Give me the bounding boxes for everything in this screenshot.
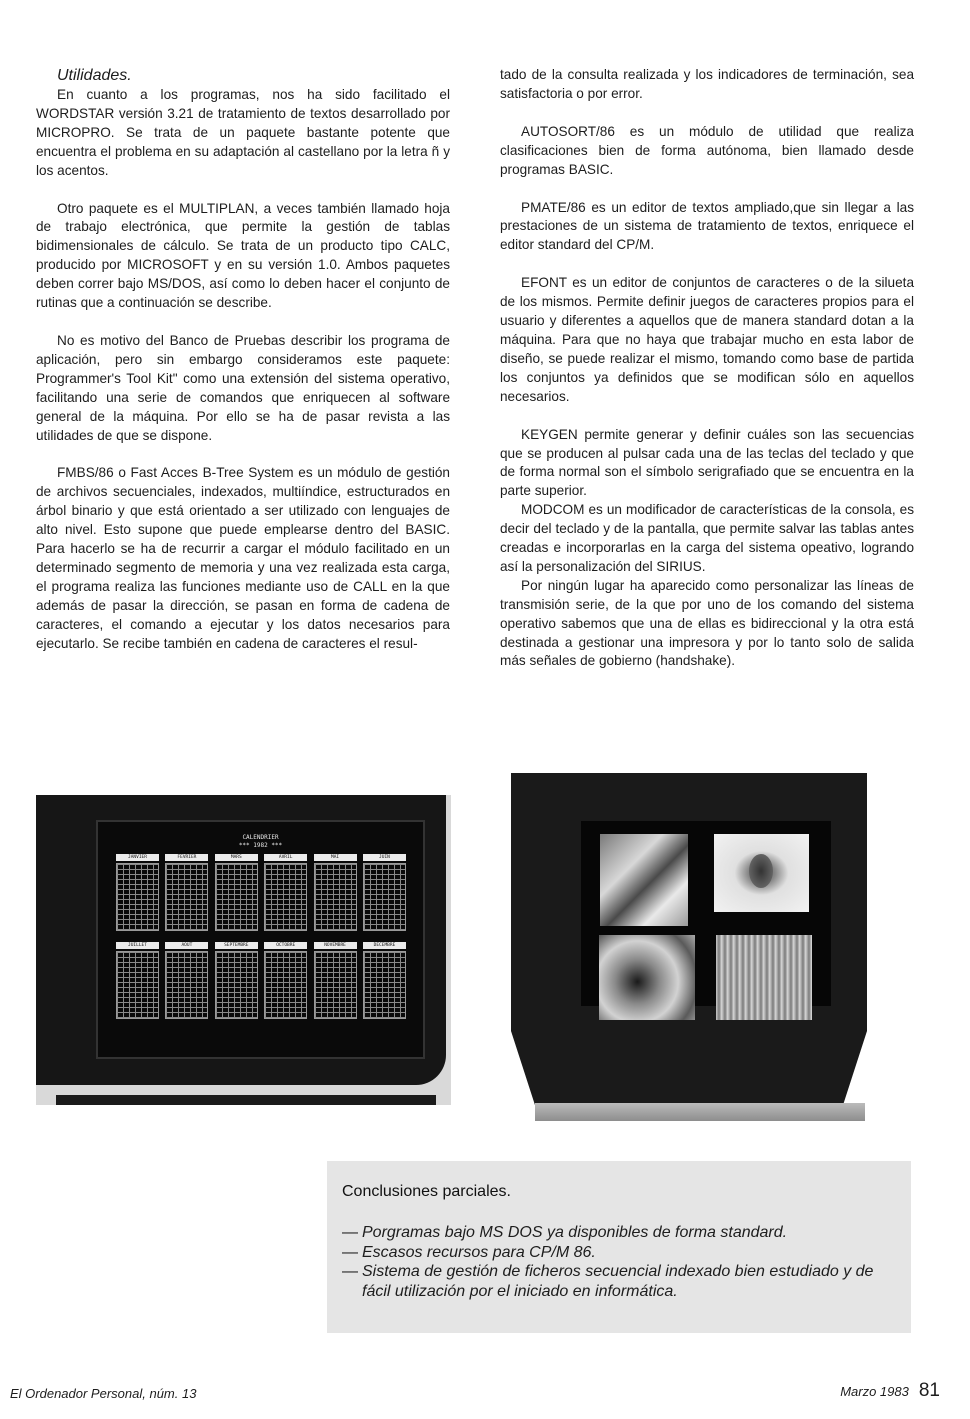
month-name: DECEMBRE xyxy=(363,942,406,949)
paragraph-modcom: MODCOM es un modificador de características de la consola, es decir del teclado y de la pantalla, que permite salvar las tablas antes creadas e incorporarlas en la carga del sistema opeativo, logrando así la personalización del SIRIUS. xyxy=(500,502,914,574)
conclusions-title: Conclusiones parciales. xyxy=(342,1183,511,1200)
month-name: JUILLET xyxy=(116,942,159,949)
left-column xyxy=(36,66,450,653)
month-name: OCTOBRE xyxy=(264,942,307,949)
paragraph-pmate: PMATE/86 es un editor de textos ampliado,que sin llegar a las prestaciones de un sistema de tratamiento de textos, enriquece el editor standard del CP/M. xyxy=(500,199,914,253)
month-grid xyxy=(264,951,307,1019)
calendar-row-1 xyxy=(116,854,406,931)
calendar-month xyxy=(264,942,307,1019)
conclusions-list xyxy=(342,1223,902,1301)
calendar-month xyxy=(215,854,258,931)
list-item: — Sistema de gestión de ficheros secuencial indexado bien estudiado y de fácil utilización por el iniciado en informática. xyxy=(342,1262,902,1301)
paragraph-efont: EFONT es un editor de conjuntos de caracteres o de la silueta de los mismos. Permite definir juegos de caracteres propios para el usuario y diferentes a aquellos que de manera standard dotan a la máquina. Para que no haya que trabajar mucho en esta labor de diseño, se puede realizar el mismo, tomando como base de partida los conjuntos ya definidos que se modifican sólo en aquellos necesarios. xyxy=(500,275,914,404)
paragraph-wordstar: En cuanto a los programas, nos ha sido facilitado el WORDSTAR versión 3.21 de tratamiento de textos desarrollado por MICROPRO. Se trata de un paquete bastante potente que encuentra el problema en su adaptación al castellano por la letra ñ y los acentos. xyxy=(36,87,450,178)
paragraph-keygen: KEYGEN permite generar y definir cuáles son las secuencias que se producen al pulsar cada una de las teclas del teclado y que de forma normal son el símbolo serigrafiado que se encuentra en la parte superior. xyxy=(500,426,914,499)
calendar-title xyxy=(98,834,423,850)
calendar-month xyxy=(165,854,208,931)
screen-image-astronaut xyxy=(600,834,688,926)
calendar-month xyxy=(264,854,307,931)
paragraph-serial-lines: Por ningún lugar ha aparecido como personalizar las líneas de transmisión serie, de la que por uno de los comando del sistema operativo sabemos que una de ellas es bidireccional y la otra está destinada a gestionar una impresora y por lo tanto solo de salida más señales de gobierno (handshake). xyxy=(500,577,914,669)
month-grid xyxy=(363,863,406,931)
month-name: NOVEMBRE xyxy=(314,942,357,949)
image-screen xyxy=(581,821,831,1006)
screen-image-animal xyxy=(599,935,695,1020)
month-grid xyxy=(116,951,159,1019)
month-name: MARS xyxy=(215,854,258,861)
calendar-month xyxy=(165,942,208,1019)
calendar-month xyxy=(314,854,357,931)
footer-publication: El Ordenador Personal, núm. 13 xyxy=(10,1386,197,1401)
monitor-base xyxy=(56,1095,436,1105)
month-grid xyxy=(314,951,357,1019)
image-monitor-photo xyxy=(511,773,867,1121)
calendar-title-text: CALENDRIER xyxy=(242,834,279,841)
month-name: JANVIER xyxy=(116,854,159,861)
paragraph-toolkit: No es motivo del Banco de Pruebas describir los programa de aplicación, pero sin embargo consideramos este paquete: Programmer's Tool Kit" como una extensión del sistema operativo, facilitando una serie de comandos que enriquecen al software general de la máquina. Por ello se ha de pasar revista a las utilidades de que se dispone. xyxy=(36,332,450,443)
paragraph-fmbs: FMBS/86 o Fast Acces B-Tree System es un módulo de gestión de archivos secuenciales, indexados, multiíndice, estructurados en árbol binario y que está orientado a ser utilizado con lenguajes de alto nivel. Esto supone que puede emplearse dentro del BASIC. Para hacerlo se ha de recurrir a cargar el módulo facilitado en un determinado segmento de memoria y una vez realizada esta carga, el programa realiza las funciones mediante uso de CALL en la que además de pasar la dirección, se pasan en forma de cadena de caracteres, el comando a ejecutar y los datos necesarios para ejecutarlo. Se recibe también en cadena de caracteres el resul- xyxy=(36,465,450,651)
month-name: FEVRIER xyxy=(165,854,208,861)
footer-date: Marzo 1983 xyxy=(840,1384,909,1399)
paragraph-multiplan: Otro paquete es el MULTIPLAN, a veces también llamado hoja de trabajo electrónica, que permite la gestión de tablas bidimensionales de cálculo. Se trata de un producto tipo CALC, producido por MICROSOFT y en su versión 1.0. Ambos paquetes deben correr bajo MS/DOS, así como lo deben hacer el conjunto de rutinas que a continuación se describe. xyxy=(36,200,450,311)
month-grid xyxy=(314,863,357,931)
calendar-month xyxy=(215,942,258,1019)
paragraph-autosort: AUTOSORT/86 es un módulo de utilidad que realiza clasificaciones bien de forma autónoma, bien llamado desde programas BASIC. xyxy=(500,123,914,177)
screen-image-face xyxy=(716,935,812,1020)
month-grid xyxy=(264,863,307,931)
calendar-year: *** 1982 *** xyxy=(238,842,283,849)
page-number: 81 xyxy=(918,1380,940,1401)
calendar-month xyxy=(314,942,357,1019)
calendar-month xyxy=(116,854,159,931)
month-name: AVRIL xyxy=(264,854,307,861)
month-name: AOUT xyxy=(165,942,208,949)
banknote-portrait xyxy=(749,854,773,888)
monitor-stand xyxy=(535,1103,865,1121)
month-name: MAI xyxy=(314,854,357,861)
screen-image-banknote xyxy=(714,834,809,912)
calendar-row-2 xyxy=(116,942,406,1019)
conclusions-box xyxy=(327,1161,911,1333)
month-grid xyxy=(215,863,258,931)
month-grid xyxy=(215,951,258,1019)
month-name: JUIN xyxy=(363,854,406,861)
paragraph-continuation: tado de la consulta realizada y los indicadores de terminación, sea satisfactoria o por error. xyxy=(500,67,914,101)
month-grid xyxy=(165,951,208,1019)
month-name: SEPTEMBRE xyxy=(215,942,258,949)
calendar-monitor-photo xyxy=(36,795,451,1105)
calendar-month xyxy=(363,942,406,1019)
month-grid xyxy=(363,951,406,1019)
month-grid xyxy=(165,863,208,931)
footer-right xyxy=(840,1380,940,1402)
right-column xyxy=(500,66,914,671)
calendar-screen xyxy=(96,820,425,1059)
list-item: — Escasos recursos para CP/M 86. xyxy=(342,1243,902,1263)
calendar-month xyxy=(363,854,406,931)
section-heading: Utilidades. xyxy=(57,67,132,84)
calendar-month xyxy=(116,942,159,1019)
list-item: — Porgramas bajo MS DOS ya disponibles de forma standard. xyxy=(342,1223,902,1243)
month-grid xyxy=(116,863,159,931)
